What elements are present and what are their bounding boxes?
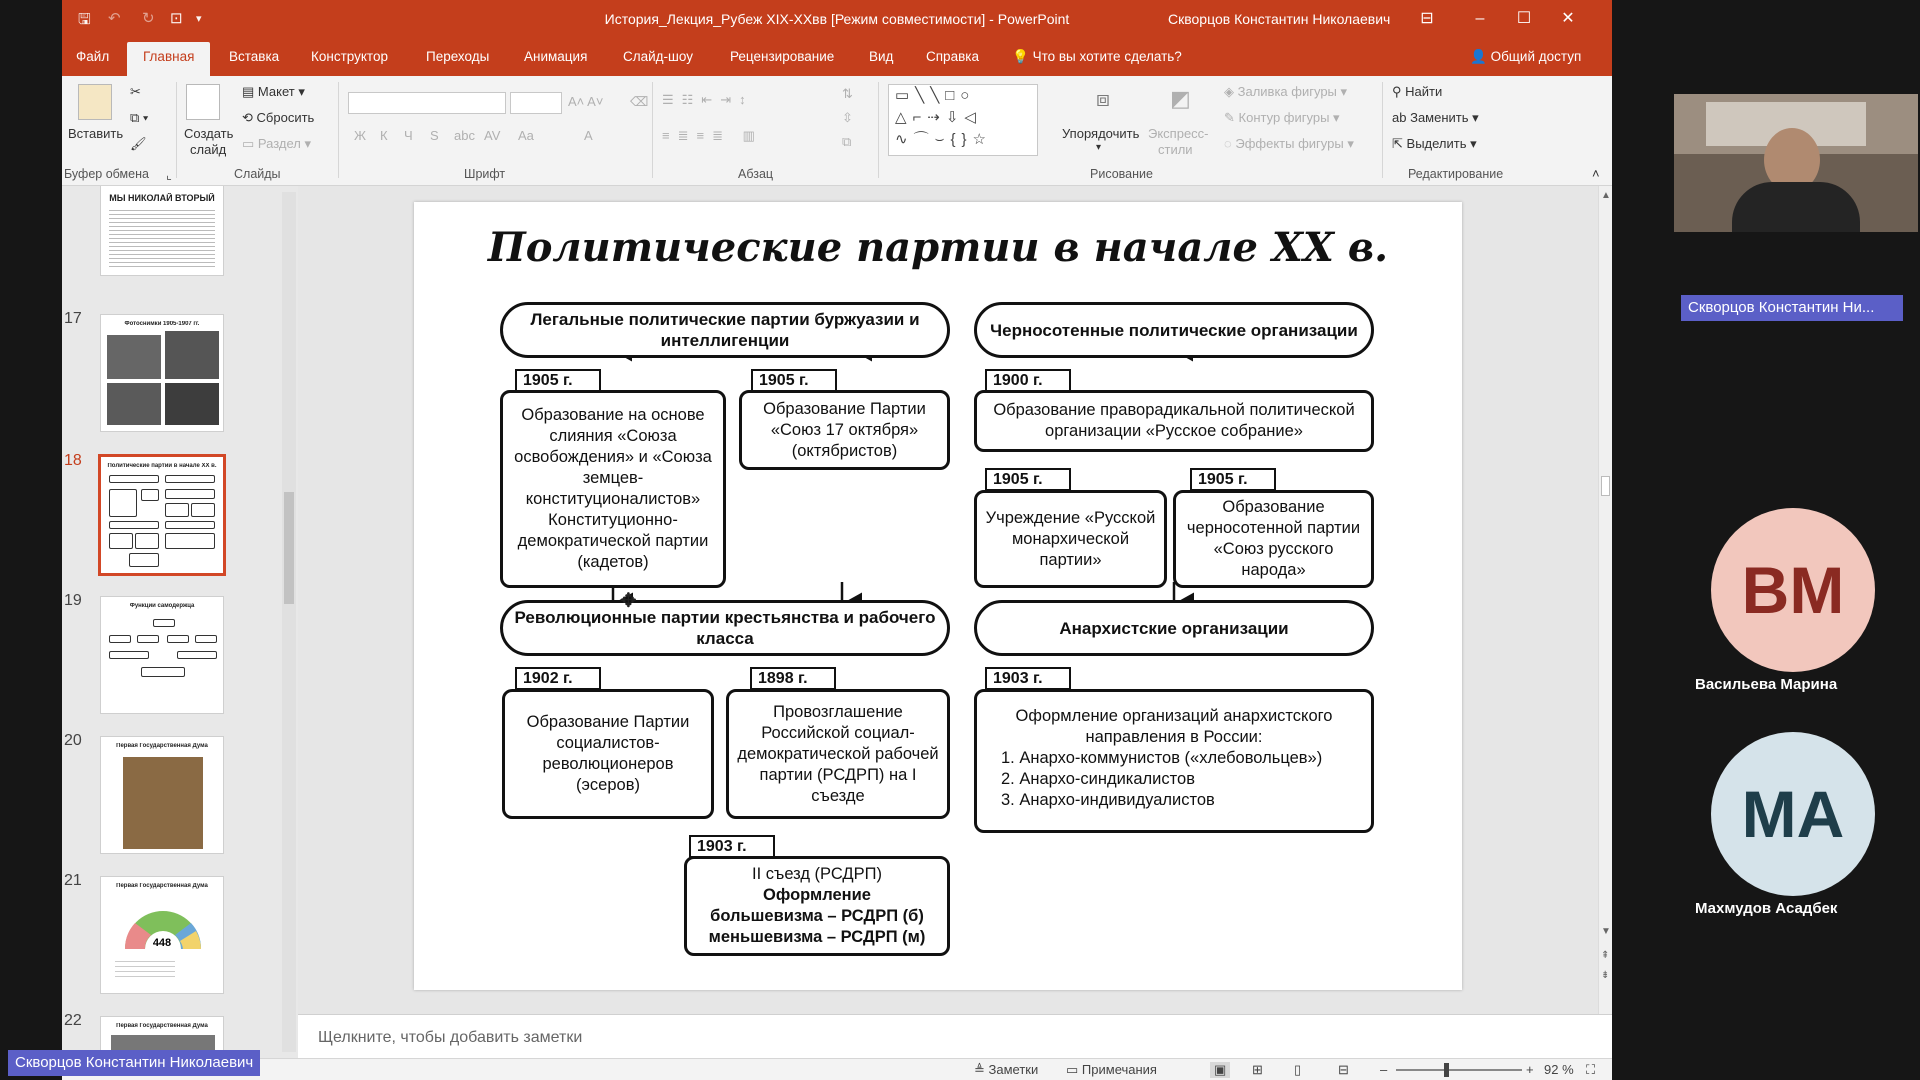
slide-thumbnail-20[interactable]: Первая Государственная Дума (100, 736, 224, 854)
tab-file[interactable]: Файл (76, 49, 110, 64)
slide-thumbnail-17[interactable]: Фотоснимки 1905-1907 гг. (100, 314, 224, 432)
photo (107, 335, 161, 379)
participant-name: Васильева Марина (1695, 676, 1838, 693)
anarch-item: 1. Анархо-коммунистов («хлебовольцев») (1001, 749, 1323, 767)
quick-styles-label-2[interactable]: стили (1158, 142, 1193, 157)
paint-bucket-icon: ◈ (1224, 84, 1234, 99)
slide-thumbnail-18-selected[interactable]: Политические партии в начале XX в. (98, 454, 226, 576)
thumb-box (109, 475, 159, 483)
layout-button[interactable]: ▤ Макет ▾ (242, 84, 305, 99)
fit-to-window-icon[interactable]: ⛶ (1586, 1062, 1596, 1077)
section-button[interactable]: ▭ Раздел ▾ (242, 136, 312, 151)
thumb-box (109, 533, 133, 549)
notes-placeholder[interactable]: Щелкните, чтобы добавить заметки (318, 1029, 583, 1046)
speaker-name-tag: Скворцов Константин Ни... (1681, 295, 1903, 321)
black-year-2[interactable]: 1905 г. (985, 468, 1071, 491)
paste-label[interactable]: Вставить (68, 126, 124, 141)
second-congress-line: Оформление (763, 886, 871, 904)
font-group-label: Шрифт (464, 167, 506, 181)
shape-fill-button[interactable]: ◈ Заливка фигуры ▾ (1224, 84, 1348, 99)
thumb-box (177, 651, 217, 659)
replace-button[interactable]: ab Заменить ▾ (1392, 110, 1479, 125)
quick-styles-icon[interactable]: ◩ (1170, 86, 1191, 111)
rev-box-rsdrp[interactable]: Провозглашение Российской социал-демократической рабочей партии (РСДРП) на I съезде (726, 689, 950, 819)
change-case-button[interactable]: Aa (518, 128, 534, 143)
legal-box-kadets[interactable]: Образование на основе слияния «Союза освобождения» и «Союза земцев-конституционалистов» Конституционно-демократической партии (кадетов) (500, 390, 726, 588)
search-icon: ⚲ (1392, 84, 1402, 99)
cursor-icon: ⇱ (1392, 136, 1403, 151)
thumb-box (141, 489, 159, 501)
thumb-box (167, 635, 189, 643)
slide-number-21: 21 (64, 872, 82, 889)
zoom-slider[interactable] (1396, 1069, 1522, 1071)
black-year-3[interactable]: 1905 г. (1190, 468, 1276, 491)
participant-avatar[interactable]: МА (1711, 732, 1875, 896)
title-bar (62, 0, 1612, 38)
redo-icon[interactable]: ↻ (142, 10, 155, 27)
photo (123, 757, 203, 849)
participant-avatar[interactable]: ВМ (1711, 508, 1875, 672)
paste-icon[interactable] (78, 84, 112, 120)
black-box-russian-assembly[interactable]: Образование праворадикальной политической организации «Русское собрание» (974, 390, 1374, 452)
effects-icon: ◌ (1224, 136, 1232, 151)
thumb-box (109, 635, 131, 643)
powerpoint-window (62, 0, 1612, 1080)
reading-view-icon[interactable]: ▯ (1294, 1062, 1302, 1077)
drawing-group-label: Рисование (1090, 167, 1153, 181)
font-size-increase-icon[interactable]: A˄ A˅ (568, 94, 604, 109)
tab-review[interactable]: Рецензирование (730, 49, 835, 64)
align-buttons-icon[interactable]: ≡≣≡≣ ▥ (662, 128, 763, 143)
thumb-box (129, 553, 159, 567)
thumbnails-scrollbar[interactable] (282, 192, 296, 1052)
separator (878, 82, 879, 178)
anarch-item: 2. Анархо-синдикалистов (1001, 770, 1195, 788)
scroll-down-icon[interactable]: ▼ (1601, 926, 1611, 937)
pen-icon: ✎ (1224, 110, 1235, 125)
ribbon-tabs (62, 38, 1612, 76)
copy-icon[interactable]: ⧉ ▾ (130, 110, 149, 125)
notes-toggle[interactable]: ≜ Заметки (974, 1062, 1039, 1077)
rev-year-2[interactable]: 1898 г. (750, 667, 836, 690)
anarch-intro: Оформление организаций анархистского направления в России: (1015, 707, 1333, 746)
slideshow-icon[interactable]: ⊟ (1338, 1062, 1349, 1077)
slide-number-18: 18 (64, 452, 82, 469)
clipboard-launcher-icon[interactable]: ⌞ (166, 168, 172, 182)
document-title: История_Лекция_Рубеж XIX-XXвв [Режим совместимости] - PowerPoint (604, 11, 1070, 27)
thumb-box (137, 635, 159, 643)
anarch-box[interactable] (974, 689, 1374, 833)
thumb-box (153, 619, 175, 627)
arrange-label[interactable]: Упорядочить (1062, 126, 1140, 141)
slide-canvas[interactable] (414, 202, 1462, 990)
thumb-box (165, 533, 215, 549)
thumb-box (165, 475, 215, 483)
reset-icon: ⟲ (242, 110, 253, 125)
black-box-union-russian-people[interactable]: Образование черносотенной партии «Союз русского народа» (1173, 490, 1374, 588)
arrange-dropdown-icon[interactable]: ▾ (1096, 142, 1102, 153)
strikethrough-button[interactable]: abc (454, 128, 475, 143)
legend-lines (115, 957, 175, 981)
new-slide-label-2[interactable]: слайд (190, 142, 227, 157)
rev-year-3[interactable]: 1903 г. (689, 835, 775, 858)
slide-thumbnail-16[interactable]: МЫ НИКОЛАЙ ВТОРЫЙ (100, 186, 224, 276)
thumb-box (165, 503, 189, 517)
shadow-button[interactable]: S (430, 128, 439, 143)
thumb-box (165, 489, 215, 499)
char-spacing-button[interactable]: AV (484, 128, 501, 143)
separator (338, 82, 339, 178)
separator (176, 82, 177, 178)
shape-effects-button[interactable]: ◌ Эффекты фигуры ▾ (1224, 136, 1354, 151)
slide-editor (298, 186, 1598, 1014)
thumb-box (109, 651, 149, 659)
tab-insert[interactable]: Вставка (229, 49, 280, 64)
normal-view-icon[interactable]: ▣ (1210, 1062, 1230, 1078)
share-button[interactable]: 👤 Общий доступ (1470, 49, 1582, 64)
notes-pane[interactable] (298, 1014, 1612, 1058)
arrange-icon[interactable]: ⧈ (1096, 86, 1110, 111)
slide-number-20: 20 (64, 732, 82, 749)
document-text-lines (109, 207, 215, 267)
status-bar (62, 1058, 1612, 1080)
cut-icon[interactable]: ✂ (130, 84, 141, 99)
layout-icon: ▤ (242, 84, 255, 99)
editing-group-label: Редактирование (1408, 167, 1504, 181)
underline-button[interactable]: Ч (404, 128, 413, 143)
close-button[interactable]: ✕ (1561, 10, 1575, 27)
maximize-button[interactable]: ☐ (1516, 10, 1532, 27)
editor-scrollbar[interactable] (1598, 186, 1612, 1014)
tab-slideshow[interactable]: Слайд-шоу (623, 49, 693, 64)
anarchist-header[interactable]: Анархистские организации (974, 600, 1374, 656)
zoom-in-icon[interactable]: + (1526, 1062, 1534, 1077)
mouse-cursor-icon: ✥ (620, 590, 637, 612)
section-icon: ▭ (242, 136, 255, 151)
format-painter-icon[interactable]: 🖌 (130, 136, 147, 151)
scroll-thumb[interactable] (1601, 476, 1610, 496)
thumb-box (135, 533, 159, 549)
ribbon-display-icon[interactable]: ⊟ (1420, 10, 1434, 27)
smartart-icon[interactable]: ⧉ (842, 134, 852, 149)
comments-toggle[interactable]: ▭ Примечания (1066, 1062, 1157, 1077)
tab-animations[interactable]: Анимация (524, 49, 588, 64)
tab-help[interactable]: Справка (926, 49, 979, 64)
legal-year-1[interactable]: 1905 г. (515, 369, 601, 392)
photo (165, 383, 219, 425)
font-color-button[interactable]: A (584, 128, 593, 143)
slide-number-22: 22 (64, 1012, 82, 1029)
second-congress-line: меньшевизма – РСДРП (м) (708, 928, 926, 946)
select-button[interactable]: ⇱ Выделить ▾ (1392, 136, 1477, 151)
customize-qat-icon[interactable]: ▾ (196, 13, 202, 25)
person-icon: 👤 (1470, 49, 1487, 64)
previous-slide-icon[interactable]: ⇞ (1601, 950, 1610, 961)
separator (652, 82, 653, 178)
ribbon (62, 76, 1612, 186)
tab-design[interactable]: Конструктор (311, 49, 388, 64)
photo (165, 331, 219, 379)
new-slide-icon[interactable] (186, 84, 220, 120)
scroll-up-icon[interactable]: ▲ (1601, 190, 1611, 201)
thumb-box (191, 503, 215, 517)
seat-count: 448 (152, 937, 172, 949)
reset-button[interactable]: ⟲ Сбросить (242, 110, 315, 125)
rev-box-second-congress[interactable] (684, 856, 950, 956)
text-direction-icon[interactable]: ⇅ (842, 86, 853, 101)
rev-box-esers[interactable]: Образование Партии социалистов-революционеров (эсеров) (502, 689, 714, 819)
presenter-name-tag: Скворцов Константин Николаевич (8, 1050, 260, 1076)
find-button[interactable]: ⚲ Найти (1392, 84, 1443, 99)
collapse-ribbon-icon[interactable]: ˄ (1592, 166, 1600, 181)
scroll-thumb[interactable] (284, 492, 294, 604)
tab-view[interactable]: Вид (869, 49, 894, 64)
zoom-level[interactable]: 92 % (1544, 1062, 1574, 1077)
thumb-box (165, 521, 215, 529)
shape-outline-button[interactable]: ✎ Контур фигуры ▾ (1224, 110, 1340, 125)
rev-year-1[interactable]: 1902 г. (515, 667, 601, 690)
quick-styles-label-1[interactable]: Экспресс- (1148, 126, 1209, 141)
slide-thumbnails-pane (62, 186, 298, 1058)
separator (1382, 82, 1383, 178)
thumb-box (109, 489, 137, 517)
list-buttons-icon[interactable]: ☰☷⇤⇥↕ (662, 92, 754, 107)
black-hundreds-header[interactable]: Черносотенные политические организации (974, 302, 1374, 358)
paragraph-group-label: Абзац (738, 167, 774, 181)
anarch-item: 3. Анархо-индивидуалистов (1001, 791, 1215, 809)
minimize-button[interactable]: – (1475, 10, 1485, 27)
lightbulb-icon: 💡 (1012, 49, 1029, 64)
second-congress-line: II съезд (РСДРП) (752, 865, 882, 883)
start-from-beginning-icon[interactable]: ⊡ (170, 10, 183, 27)
photo (107, 383, 161, 425)
clear-formatting-icon[interactable]: ⌫ (630, 94, 649, 109)
black-box-monarchist[interactable]: Учреждение «Русской монархической партии» (974, 490, 1167, 588)
undo-icon[interactable]: ↶ (108, 10, 121, 27)
notes-icon: ≜ (974, 1062, 985, 1077)
bold-button[interactable]: Ж (354, 128, 367, 143)
zoom-out-icon[interactable]: – (1380, 1062, 1388, 1077)
italic-button[interactable]: К (380, 128, 388, 143)
slide-thumbnail-19[interactable]: Функции самодержца (100, 596, 224, 714)
speaker-body (1732, 182, 1860, 232)
save-icon[interactable]: 🖫 (78, 11, 91, 28)
zoom-slider-handle[interactable] (1444, 1063, 1449, 1077)
black-year-1[interactable]: 1900 г. (985, 369, 1071, 392)
thumb-box (141, 667, 185, 677)
thumb-box (195, 635, 217, 643)
font-size-field[interactable] (510, 92, 562, 114)
clipboard-group-label: Буфер обмена (64, 167, 149, 181)
legal-parties-header[interactable]: Легальные политические партии буржуазии и интеллигенции (500, 302, 950, 358)
new-slide-label-1[interactable]: Создать (184, 126, 234, 141)
comment-icon: ▭ (1066, 1062, 1079, 1077)
font-name-field[interactable] (348, 92, 506, 114)
shapes-gallery[interactable]: ▭╲╲□○ △⌐⇢⇩◁ ∿⌒⌣{}☆ (888, 84, 1038, 156)
anarch-year[interactable]: 1903 г. (985, 667, 1071, 690)
replace-icon: ab (1392, 110, 1407, 125)
slide-number-19: 19 (64, 592, 82, 609)
slide-number-17: 17 (64, 310, 82, 327)
tab-home[interactable]: Главная (127, 42, 210, 76)
participant-name: Махмудов Асадбек (1695, 900, 1838, 917)
legal-box-octobrists[interactable]: Образование Партии «Союз 17 октября» (октябристов) (739, 390, 950, 470)
thumb-box (109, 521, 159, 529)
slides-group-label: Слайды (234, 167, 281, 181)
slide-title[interactable]: Политические партии в начале XX в. (487, 224, 1389, 271)
second-congress-line: большевизма – РСДРП (б) (710, 907, 924, 925)
tab-transitions[interactable]: Переходы (426, 49, 490, 64)
speaker-video (1674, 94, 1918, 232)
legal-year-2[interactable]: 1905 г. (751, 369, 837, 392)
slide-thumbnail-22[interactable]: Первая Государственная Дума (100, 1016, 224, 1058)
revolutionary-parties-header[interactable]: Революционные партии крестьянства и рабочего класса (500, 600, 950, 656)
next-slide-icon[interactable]: ⇟ (1601, 970, 1610, 981)
account-name[interactable]: Скворцов Константин Николаевич (1168, 11, 1391, 27)
slide-thumbnail-21[interactable]: Первая Государственная Дума 448 (100, 876, 224, 994)
align-text-icon[interactable]: ⇳ (842, 110, 853, 125)
tell-me-search[interactable]: 💡 Что вы хотите сделать? (1012, 49, 1182, 64)
slide-sorter-icon[interactable]: ⊞ (1252, 1062, 1263, 1077)
